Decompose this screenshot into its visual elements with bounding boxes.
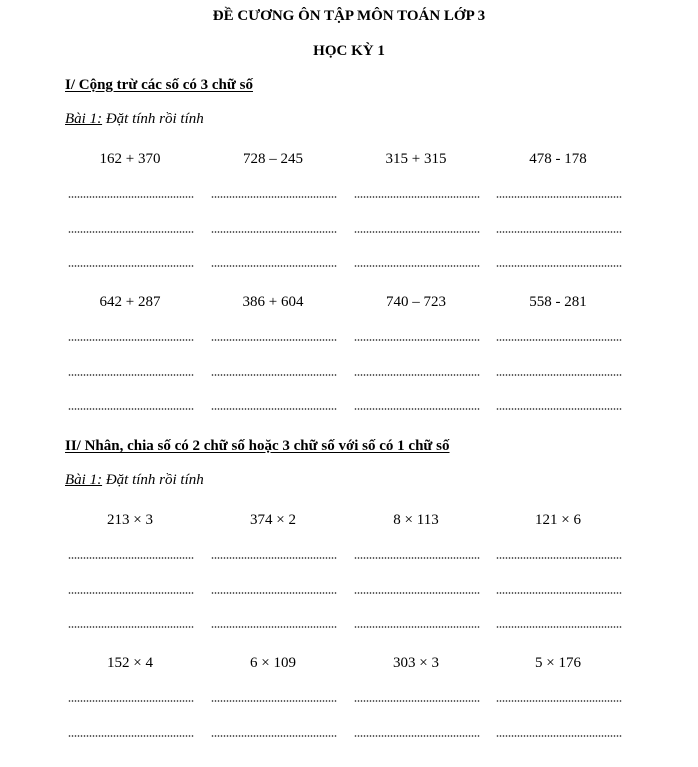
math-problem: 315 + 315 bbox=[385, 151, 447, 167]
answer-line[interactable] bbox=[68, 408, 194, 410]
answer-line[interactable] bbox=[496, 231, 622, 233]
section-1-heading: I/ Cộng trừ các số có 3 chữ số bbox=[65, 77, 253, 93]
exercise-instruction: Đặt tính rồi tính bbox=[102, 111, 204, 127]
answer-line[interactable] bbox=[354, 231, 480, 233]
section-2-heading: II/ Nhân, chia số có 2 chữ số hoặc 3 chữ số với số có 1 chữ số bbox=[65, 438, 450, 454]
answer-line[interactable] bbox=[354, 196, 480, 198]
answer-line[interactable] bbox=[496, 592, 622, 594]
math-problem: 478 - 178 bbox=[529, 151, 587, 167]
answer-line[interactable] bbox=[496, 265, 622, 267]
math-problem: 740 – 723 bbox=[386, 294, 446, 310]
answer-line[interactable] bbox=[496, 700, 622, 702]
answer-line[interactable] bbox=[68, 592, 194, 594]
answer-line[interactable] bbox=[496, 626, 622, 628]
answer-line[interactable] bbox=[211, 408, 337, 410]
answer-line[interactable] bbox=[68, 626, 194, 628]
answer-line[interactable] bbox=[211, 626, 337, 628]
answer-line[interactable] bbox=[211, 231, 337, 233]
answer-line[interactable] bbox=[354, 374, 480, 376]
answer-line[interactable] bbox=[211, 196, 337, 198]
answer-line[interactable] bbox=[68, 374, 194, 376]
answer-line[interactable] bbox=[211, 735, 337, 737]
document-title: ĐỀ CƯƠNG ÔN TẬP MÔN TOÁN LỚP 3 bbox=[212, 8, 486, 24]
exercise-number: Bài 1: bbox=[65, 472, 103, 488]
answer-line[interactable] bbox=[354, 408, 480, 410]
answer-line[interactable] bbox=[496, 339, 622, 341]
answer-line[interactable] bbox=[211, 339, 337, 341]
section-1-exercise bbox=[65, 111, 204, 128]
math-problem: 6 × 109 bbox=[250, 655, 296, 671]
answer-line[interactable] bbox=[211, 557, 337, 559]
answer-line[interactable] bbox=[68, 735, 194, 737]
answer-line[interactable] bbox=[496, 196, 622, 198]
answer-line[interactable] bbox=[68, 265, 194, 267]
math-problem: 386 + 604 bbox=[242, 294, 304, 310]
answer-line[interactable] bbox=[496, 557, 622, 559]
answer-line[interactable] bbox=[68, 700, 194, 702]
answer-line[interactable] bbox=[354, 735, 480, 737]
answer-line[interactable] bbox=[354, 626, 480, 628]
section-2-exercise bbox=[65, 472, 204, 489]
math-problem: 5 × 176 bbox=[535, 655, 581, 671]
answer-line[interactable] bbox=[68, 339, 194, 341]
answer-line[interactable] bbox=[354, 592, 480, 594]
math-problem: 121 × 6 bbox=[535, 512, 581, 528]
answer-line[interactable] bbox=[68, 557, 194, 559]
answer-line[interactable] bbox=[211, 700, 337, 702]
answer-line[interactable] bbox=[496, 735, 622, 737]
semester-title: HỌC KỲ 1 bbox=[313, 43, 385, 59]
answer-line[interactable] bbox=[211, 592, 337, 594]
answer-line[interactable] bbox=[496, 408, 622, 410]
math-problem: 303 × 3 bbox=[393, 655, 439, 671]
answer-line[interactable] bbox=[496, 374, 622, 376]
exercise-number: Bài 1: bbox=[65, 111, 103, 127]
math-problem: 374 × 2 bbox=[250, 512, 296, 528]
answer-line[interactable] bbox=[68, 196, 194, 198]
answer-line[interactable] bbox=[354, 265, 480, 267]
answer-line[interactable] bbox=[211, 374, 337, 376]
math-problem: 642 + 287 bbox=[99, 294, 161, 310]
exercise-instruction: Đặt tính rồi tính bbox=[102, 472, 204, 488]
answer-line[interactable] bbox=[211, 265, 337, 267]
math-problem: 8 × 113 bbox=[393, 512, 439, 528]
answer-line[interactable] bbox=[354, 339, 480, 341]
math-problem: 558 - 281 bbox=[529, 294, 587, 310]
math-problem: 728 – 245 bbox=[243, 151, 303, 167]
math-problem: 162 + 370 bbox=[99, 151, 161, 167]
answer-line[interactable] bbox=[354, 557, 480, 559]
math-problem: 213 × 3 bbox=[107, 512, 153, 528]
answer-line[interactable] bbox=[68, 231, 194, 233]
math-problem: 152 × 4 bbox=[107, 655, 153, 671]
answer-line[interactable] bbox=[354, 700, 480, 702]
